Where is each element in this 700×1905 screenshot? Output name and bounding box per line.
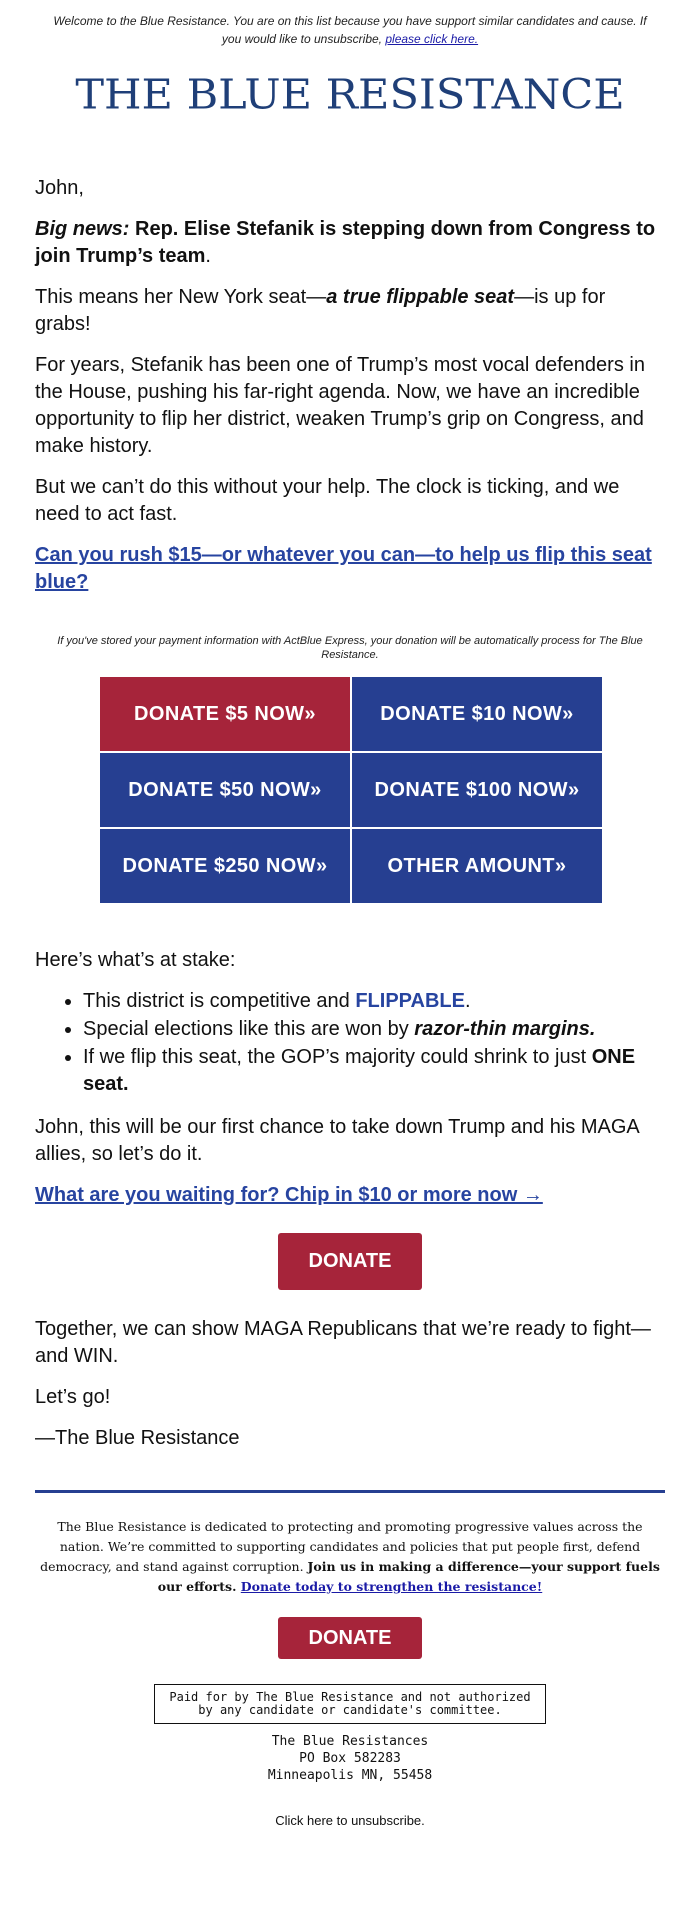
list-item xyxy=(83,1044,665,1098)
footer-about-bold: Join us in making a difference—your support fuels our efforts. xyxy=(157,1559,660,1594)
seat-post: —is up for grabs! xyxy=(35,286,606,335)
big-news-lead: Big news: xyxy=(35,218,130,240)
logo: THE BLUE RESISTANCE xyxy=(75,71,625,119)
bullet2-text: Special elections like this are won by xyxy=(83,1018,415,1040)
donate-5-button[interactable]: DONATE $5 NOW» xyxy=(100,677,350,751)
email-body xyxy=(0,175,700,596)
first-chance-paragraph: John, this will be our first chance to take down Trump and his MAGA allies, so let’s do it. xyxy=(35,1116,639,1165)
footer-about-text: The Blue Resistance is dedicated to protecting and promoting progressive values across the nation. We’re committed to supporting candidates and policies that put people first, defend democracy, and stand against corruption. xyxy=(40,1519,643,1574)
big-news-text: Rep. Elise Stefanik is stepping down from Congress to join Trump’s team xyxy=(35,218,656,267)
preheader xyxy=(0,0,700,48)
donate-50-button[interactable]: DONATE $50 NOW» xyxy=(100,753,350,827)
donate-button-grid xyxy=(100,677,600,903)
help-paragraph: But we can’t do this without your help. The clock is ticking, and we need to act fast. xyxy=(35,476,620,525)
email-body-2 xyxy=(0,947,700,1452)
address-line: The Blue Resistances xyxy=(271,1734,429,1749)
address-line: Minneapolis MN, 55458 xyxy=(267,1768,433,1783)
bullet3-emph: ONE seat. xyxy=(83,1046,636,1095)
big-news-paragraph xyxy=(35,216,665,270)
list-item xyxy=(83,988,665,1015)
seat-paragraph xyxy=(35,284,665,338)
address-line: PO Box 582283 xyxy=(299,1751,401,1766)
footer-about xyxy=(0,1517,700,1597)
seat-emph: a true flippable seat xyxy=(326,286,515,308)
list-item xyxy=(83,1016,665,1043)
big-news-end: . xyxy=(205,245,211,267)
donate-250-button[interactable]: DONATE $250 NOW» xyxy=(100,829,350,903)
paid-for-disclaimer: Paid for by The Blue Resistance and not authorized by any candidate or candidate's committee. xyxy=(154,1684,546,1724)
unsubscribe-link-top[interactable]: please click here. xyxy=(385,32,479,46)
footer-donate-link[interactable]: Donate today to strengthen the resistance! xyxy=(240,1579,543,1594)
actblue-note: If you've stored your payment information with ActBlue Express, your donation will be automatically process for The Blue Resistance. xyxy=(57,635,643,661)
flippable-text: FLIPPABLE xyxy=(355,990,465,1012)
bullet1-text: This district is competitive and xyxy=(83,990,356,1012)
donate-10-button[interactable]: DONATE $10 NOW» xyxy=(352,677,602,751)
stake-intro: Here’s what’s at stake: xyxy=(35,949,236,971)
rush-donation-link[interactable]: Can you rush $15—or whatever you can—to help us flip this seat blue? xyxy=(35,544,652,593)
seat-pre: This means her New York seat— xyxy=(35,286,327,308)
stake-list xyxy=(83,988,665,1098)
donate-button[interactable]: DONATE xyxy=(278,1233,422,1290)
greeting: John, xyxy=(35,177,84,199)
bullet2-emph: razor-thin margins. xyxy=(414,1018,596,1040)
unsubscribe-link[interactable]: Click here to unsubscribe. xyxy=(275,1813,425,1828)
footer-divider xyxy=(35,1490,665,1493)
together-paragraph: Together, we can show MAGA Republicans that we’re ready to fight—and WIN. xyxy=(35,1318,651,1367)
years-paragraph: For years, Stefanik has been one of Trump’s most vocal defenders in the House, pushing his far-right agenda. Now, we have an incredible opportunity to flip her district, weaken Trump’s grip on Congress, and make history. xyxy=(35,354,645,457)
lets-go: Let’s go! xyxy=(35,1386,111,1408)
chip-in-link[interactable]: What are you waiting for? Chip in $10 or more now → xyxy=(35,1184,543,1206)
mailing-address xyxy=(0,1733,700,1784)
other-amount-button[interactable]: OTHER AMOUNT» xyxy=(352,829,602,903)
footer-donate-button[interactable]: DONATE xyxy=(278,1617,422,1659)
preheader-text: Welcome to the Blue Resistance. You are on this list because you have support similar candidates and cause. If you would like to unsubscribe, xyxy=(53,14,647,46)
signoff: —The Blue Resistance xyxy=(35,1427,240,1449)
bullet1-end: . xyxy=(464,990,471,1012)
donate-100-button[interactable]: DONATE $100 NOW» xyxy=(352,753,602,827)
bullet3-text: If we flip this seat, the GOP’s majority could shrink to just xyxy=(83,1046,592,1068)
